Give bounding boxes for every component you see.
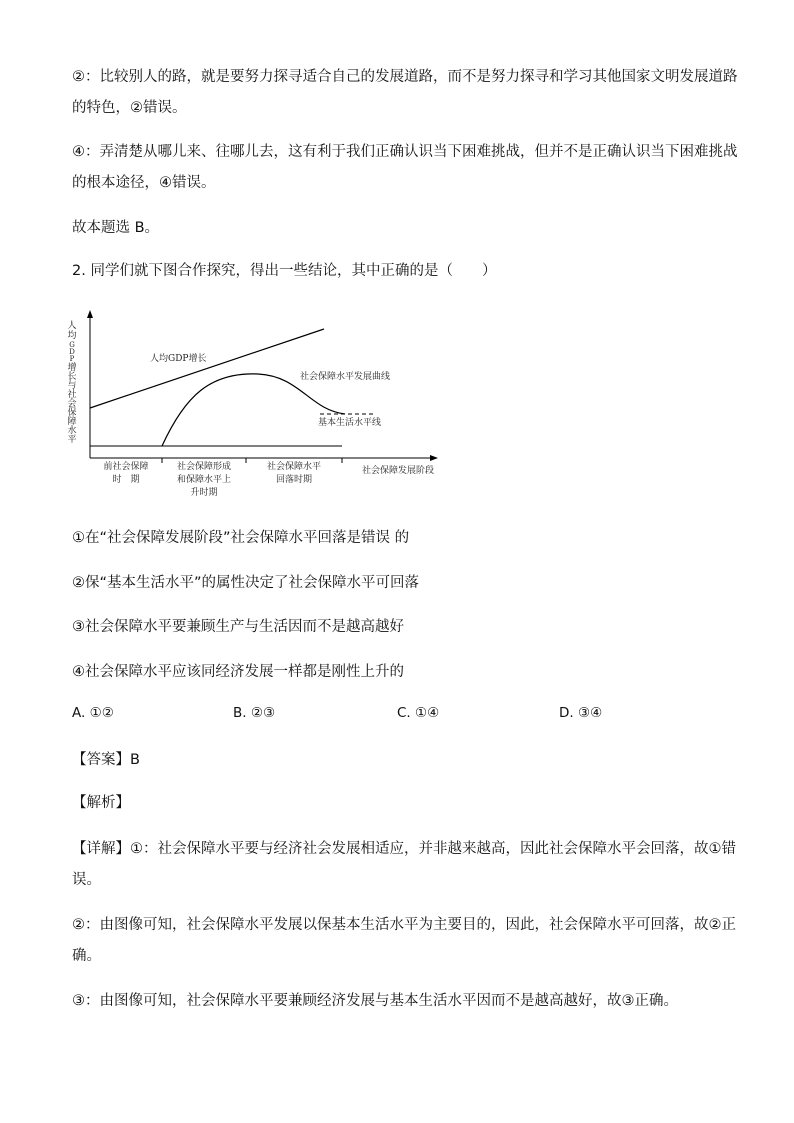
analysis-label: 【解析】 (72, 795, 130, 811)
prev-analysis-item-4 (72, 137, 738, 199)
text-line (72, 834, 736, 865)
option-text: ②③ (250, 705, 276, 721)
stage-label: 前社会保障 (103, 462, 149, 472)
y-axis-label-char: 均 (67, 331, 77, 341)
y-axis-label-char: 平 (67, 435, 77, 445)
social-security-figure (60, 308, 460, 504)
option-d[interactable] (559, 705, 602, 721)
analysis-item-2 (72, 910, 736, 972)
y-axis-label-char: 与 (67, 381, 77, 391)
figure-svg (60, 308, 460, 504)
gdp-label: 人均GDP增长 (150, 354, 207, 364)
detail-label: 【详解】 (72, 841, 130, 857)
x-axis-arrow (430, 455, 438, 461)
y-axis-label (67, 319, 76, 445)
text-line: ②：由图像可知，社会保障水平发展以保基本生活水平为主要目的，因此，社会保障水平可回落，故②正 (72, 917, 736, 933)
prev-conclusion: 故本题选 B。 (72, 220, 160, 236)
y-axis-label-char: 长 (67, 372, 77, 382)
statement-3: ③社会保障水平要兼顾生产与生活因而不是越高越好 (72, 619, 404, 635)
stage-label: 升时期 (190, 488, 218, 498)
text-line: 确。 (72, 948, 101, 964)
text-line: 的特色，②错误。 (72, 100, 187, 116)
text-segment: ①：社会保障水平要与经济社会发展相适应，并非越来越高，因此社会保障水平会回落，故①错 (130, 841, 736, 857)
gdp-growth-line (90, 329, 324, 408)
answer-label: 【答案】 (72, 752, 130, 768)
y-axis-label-char: 保 (67, 408, 77, 418)
statement-1: ①在“社会保障发展阶段”社会保障水平回落是错误 的 (72, 530, 410, 546)
baseline-label: 基本生活水平线 (318, 418, 382, 428)
question-stem: 2. 同学们就下图合作探究，得出一些结论，其中正确的是（ ） (72, 263, 497, 279)
option-text: ①② (89, 705, 114, 721)
option-a[interactable] (72, 705, 114, 721)
social-security-curve (162, 374, 345, 446)
y-axis-label-char: 增 (67, 363, 77, 373)
y-axis-label-char: G (69, 341, 75, 349)
y-axis-arrow (87, 310, 93, 318)
option-text: ①④ (415, 705, 440, 721)
option-letter: D. (559, 705, 574, 721)
option-text: ③④ (577, 705, 603, 721)
option-letter: A. (72, 705, 86, 721)
option-letter: C. (397, 705, 411, 721)
text-line: 误。 (72, 872, 101, 888)
y-axis-label-char: P (69, 355, 75, 363)
y-axis-label-char: 水 (67, 426, 77, 436)
answer-value: B (130, 752, 140, 768)
y-axis-label-char: 社 (67, 390, 77, 400)
prev-analysis-item-2 (72, 62, 738, 124)
stage-label: 回落时期 (275, 475, 313, 485)
y-axis-label-char: 障 (67, 417, 77, 427)
y-axis-label-char: 人 (67, 321, 77, 331)
analysis-item-1 (72, 834, 736, 896)
text-line: ④：弄清楚从哪儿来、往哪儿去，这有利于我们正确认识当下困难挑战，但并不是正确认识当下困难挑战 (72, 144, 738, 160)
stage-label: 社会保障水平 (266, 462, 322, 472)
stage-label: 时 期 (112, 475, 140, 485)
option-b[interactable] (233, 705, 275, 721)
text-line: 的根本途径，④错误。 (72, 175, 216, 191)
answer-line (72, 745, 732, 776)
y-axis-label-char: D (69, 348, 75, 356)
y-axis-label-char: 会 (67, 399, 77, 409)
stage-label: 和保障水平上 (176, 475, 232, 485)
analysis-item-3: ③：由图像可知，社会保障水平要兼顾经济发展与基本生活水平因而不是越高越好，故③正确。 (72, 993, 678, 1009)
option-c[interactable] (397, 705, 439, 721)
curve-label: 社会保障水平发展曲线 (300, 372, 391, 382)
statement-4: ④社会保障水平应该同经济发展一样都是刚性上升的 (72, 664, 404, 680)
option-letter: B. (233, 705, 247, 721)
text-line: ②：比较别人的路，就是要努力探寻适合自己的发展道路，而不是努力探寻和学习其他国家文明发展道路 (72, 69, 738, 85)
statement-2: ②保“基本生活水平”的属性决定了社会保障水平可回落 (72, 575, 420, 591)
stage-label: 社会保障形成 (176, 462, 232, 472)
x-axis-label: 社会保障发展阶段 (362, 466, 435, 476)
